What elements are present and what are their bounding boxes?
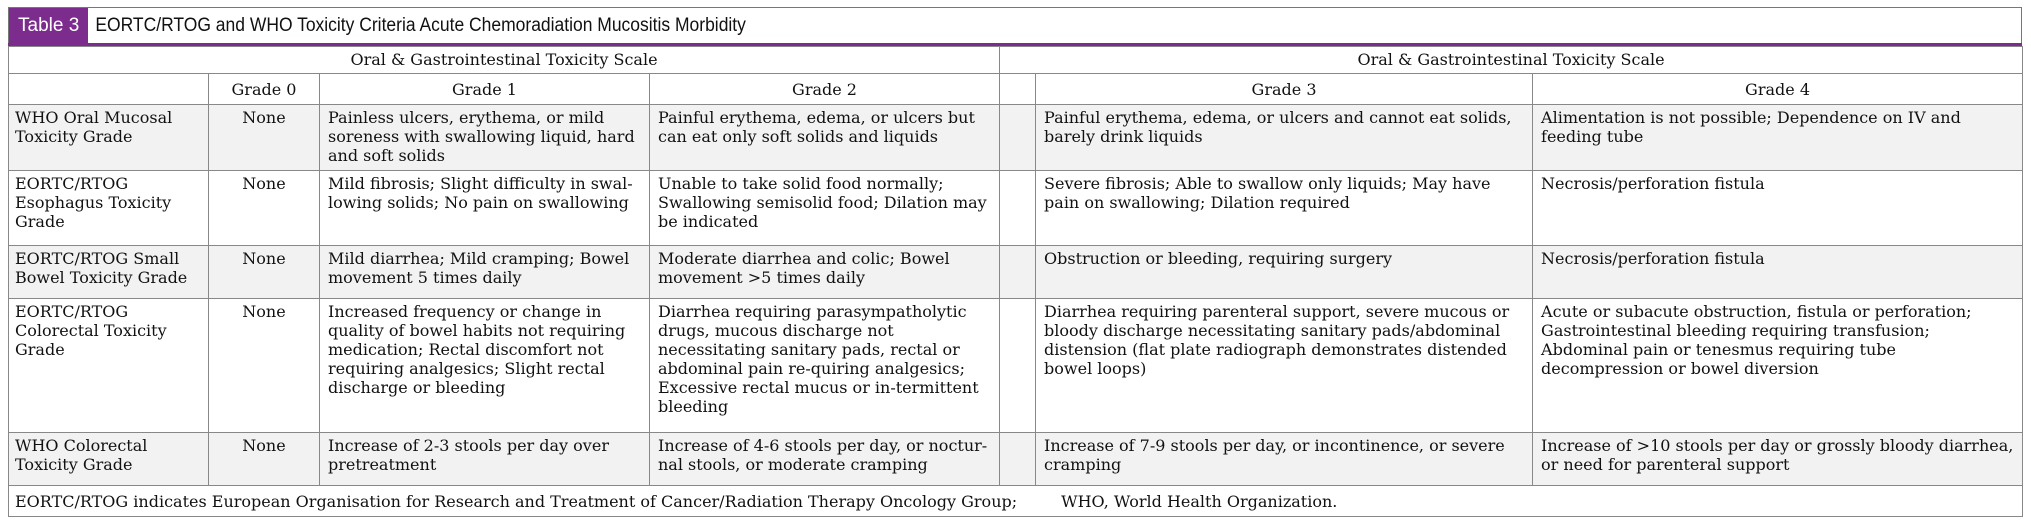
footnote-abbrev-eortc: EORTC/RTOG indicates European Organisation for Research and Treatment of Cancer/Radiation Therapy Oncology Group; [15, 491, 1018, 511]
cell-grade-2: Diarrhea requiring parasympatholytic drugs, mucous discharge not necessitating sanitary pads, rectal or abdominal pain re-quiring analgesics; Excessive rectal mucus or in-termittent bleeding [650, 299, 1000, 433]
cell-grade-4: Necrosis/perforation fistula [1533, 246, 2023, 299]
cell-grade-1: Increased frequency or change in quality of bowel habits not requiring medication; Rectal discomfort not requiring analgesics; Slight rectal discharge or bleeding [320, 299, 650, 433]
header-row [9, 74, 2023, 105]
cell-spacer [1000, 299, 1036, 433]
table-row [9, 171, 2023, 246]
footnote-abbrev-who: WHO, World Health Organization. [1061, 491, 1338, 511]
header-grade-1: Grade 1 [320, 74, 650, 105]
cell-grade-4: Alimentation is not possible; Dependence on IV and feeding tube [1533, 105, 2023, 171]
header-grade-2: Grade 2 [650, 74, 1000, 105]
cell-grade-3: Diarrhea requiring parenteral support, severe mucous or bloody discharge necessitating sanitary pads/abdominal distension (flat plate radiograph demonstrates distended bowel loops) [1036, 299, 1533, 433]
cell-grade-4: Acute or subacute obstruction, fistula or perforation; Gastrointestinal bleeding requiring transfusion; Abdominal pain or tenesmus requiring tube decompression or bowel diversion [1533, 299, 2023, 433]
cell-grade-0: None [209, 105, 320, 171]
cell-grade-2: Unable to take solid food normally; Swallowing semisolid food; Dilation may be indicated [650, 171, 1000, 246]
table-row [9, 433, 2023, 486]
cell-grade-0: None [209, 246, 320, 299]
table-row [9, 105, 2023, 171]
row-header: WHO Colorectal Toxicity Grade [9, 433, 209, 486]
cell-grade-3: Increase of 7-9 stools per day, or incontinence, or severe cramping [1036, 433, 1533, 486]
cell-grade-1: Painless ulcers, erythema, or mild soreness with swallowing liquid, hard and soft solids [320, 105, 650, 171]
cell-grade-4: Increase of >10 stools per day or grossly bloody diarrhea, or need for parenteral support [1533, 433, 2023, 486]
band-left: Oral & Gastrointestinal Toxicity Scale [9, 47, 1000, 74]
header-empty [9, 74, 209, 105]
cell-grade-0: None [209, 171, 320, 246]
cell-grade-1: Mild diarrhea; Mild cramping; Bowel movement 5 times daily [320, 246, 650, 299]
cell-grade-2: Increase of 4-6 stools per day, or noctur-nal stools, or moderate cramping [650, 433, 1000, 486]
table-row [9, 299, 2023, 433]
table-footnote [9, 486, 2023, 517]
row-header: EORTC/RTOG Small Bowel Toxicity Grade [9, 246, 209, 299]
table-row [9, 246, 2023, 299]
table-title: EORTC/RTOG and WHO Toxicity Criteria Acute Chemoradiation Mucositis Morbidity [95, 15, 747, 36]
row-header: EORTC/RTOG Esophagus Toxicity Grade [9, 171, 209, 246]
cell-grade-0: None [209, 299, 320, 433]
header-grade-3: Grade 3 [1036, 74, 1533, 105]
band-right: Oral & Gastrointestinal Toxicity Scale [1000, 47, 2023, 74]
cell-grade-3: Severe fibrosis; Able to swallow only liquids; May have pain on swallowing; Dilation required [1036, 171, 1533, 246]
cell-grade-1: Increase of 2-3 stools per day over pretreatment [320, 433, 650, 486]
cell-grade-2: Moderate diarrhea and colic; Bowel movement >5 times daily [650, 246, 1000, 299]
table-caption [8, 7, 2022, 44]
header-spacer [1000, 74, 1036, 105]
cell-spacer [1000, 433, 1036, 486]
cell-grade-1: Mild fibrosis; Slight difficulty in swal-lowing solids; No pain on swallowing [320, 171, 650, 246]
header-grade-0: Grade 0 [209, 74, 320, 105]
cell-grade-4: Necrosis/perforation fistula [1533, 171, 2023, 246]
toxicity-table [8, 46, 2023, 517]
cell-spacer [1000, 246, 1036, 299]
cell-grade-3: Obstruction or bleeding, requiring surgery [1036, 246, 1533, 299]
table-label: Table 3 [9, 8, 88, 44]
row-header: EORTC/RTOG Colorectal Toxicity Grade [9, 299, 209, 433]
band-row [9, 47, 2023, 74]
header-grade-4: Grade 4 [1533, 74, 2023, 105]
row-header: WHO Oral Mucosal Toxicity Grade [9, 105, 209, 171]
footnote-row [9, 486, 2023, 517]
cell-spacer [1000, 105, 1036, 171]
cell-grade-2: Painful erythema, edema, or ulcers but can eat only soft solids and liquids [650, 105, 1000, 171]
cell-spacer [1000, 171, 1036, 246]
cell-grade-3: Painful erythema, edema, or ulcers and cannot eat solids, barely drink liquids [1036, 105, 1533, 171]
cell-grade-0: None [209, 433, 320, 486]
